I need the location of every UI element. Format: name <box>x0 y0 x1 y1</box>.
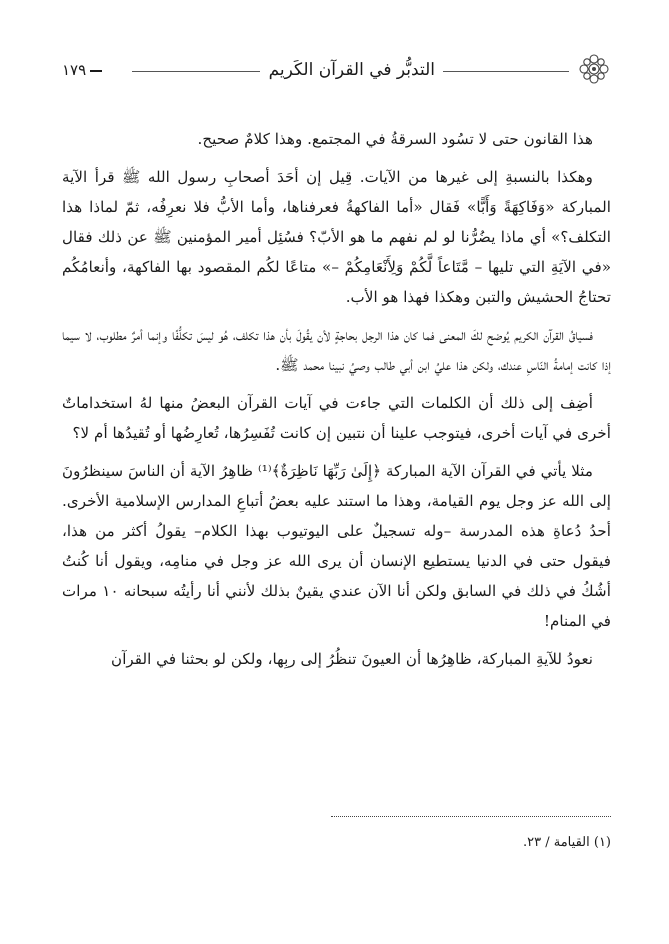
footnote-divider <box>331 816 611 817</box>
header-rule-left <box>132 71 260 72</box>
page-number: ١٧٩ <box>62 61 87 79</box>
paragraph-6: نعودُ للآيةِ المباركة، ظاهِرُها أن العيونَ تنظُرُ إلى ربِها، ولكن لو بحثنا في القرآن <box>111 650 593 668</box>
paragraph-4: أضِف إلى ذلك أن الكلمات التي جاءت في آيات القرآن البعضُ منها لهُ استخداماتٌ أخرى في آيات أخرى، فيتوجب علينا أن نتبين إن كانت تُفَسِرُها، تُعارِضُها أو تُقيدُها أم لا؟ <box>62 394 611 442</box>
body-text <box>62 124 611 682</box>
page-number-block <box>62 56 102 84</box>
running-title: التدبُّر في القرآن الكَريم <box>268 60 435 80</box>
paragraph-5: مثلا يأتي في القرآن الآية المباركة ﴿إِلَىٰ رَبِّهَا نَاظِرَةٌ﴾⁽¹⁾ ظاهِرُ الآية أن الناسَ سينظرُونَ إلى الله عز وجل يوم القيامة، وهذا ما استند عليه بعضُ أتباعِ المدارس الإسلامية الأخرى. أحدُ دُعاةِ هذه المدرسة –وله تسجيلٌ على اليوتيوب بهذا الكلام– يقولُ أكثر من هذا، فيقول حتى في الدنيا يستطيع الإنسان أن يرى الله عز وجل في منامِه، ويقول أنا كُنتُ أشُكُ في ذلك في السابق ولكن أنا الآن عندي يقينٌ بذلك لأنني أنا رأيتُه سبحانه ١٠ مرات في المنام! <box>62 462 611 630</box>
paragraph-3: فسياقُ القرآن الكريم يُوضح لكَ المعنى فما كان هذا الرجل بحاجةٍ لأن يقُولَ بأن هذا تكلف، هُو ليسَ تكلُّفًا وإنما أمرٌ مطلوب، لا سيما إذا كانت إمامةُ النّاسِ عندك، ولكن هذا عليُ ابن أبي طالب وصيُ نبينا محمد ﷺ. <box>62 326 611 374</box>
paragraph-1: هذا القانون حتى لا تسُود السرقةُ في المجتمع. وهذا كلامٌ صحيح. <box>197 130 593 148</box>
paragraph-2: وهكذا بالنسبةِ إلى غيرها من الآيات. قِيل إن أحَدَ أصحابِ رسول الله ﷺ قرأ الآية المباركة «وَفَاكِهَةً وَأَبًّا» فَقال «أما الفاكهةُ فعرفناها، وأما الأبُّ فلا نعرِفُه، ثمّ لماذا هذا التكلف؟» أي ماذا يضُرُّنا لو لم نفهم ما هو الأبّ؟ فسُئِل أمير المؤمنين ﷺ عن ذلك فقال «في الآيَةِ التي تليها – مَّتَاعاً لَّكُمْ وَلِأَنْعَامِكُمْ –» متاعًا لكُم المقصود بها الفاكهة، وأنعامُكُم تحتاجُ الحشيش والتبن وهكذا فهذا هو الأب. <box>62 168 611 306</box>
footnote: (١) القيامة / ٢٣. <box>523 835 611 850</box>
header-rule-right <box>443 71 569 72</box>
page-number-dash <box>90 70 102 72</box>
ornament-icon <box>577 52 611 86</box>
page-header <box>62 50 611 90</box>
